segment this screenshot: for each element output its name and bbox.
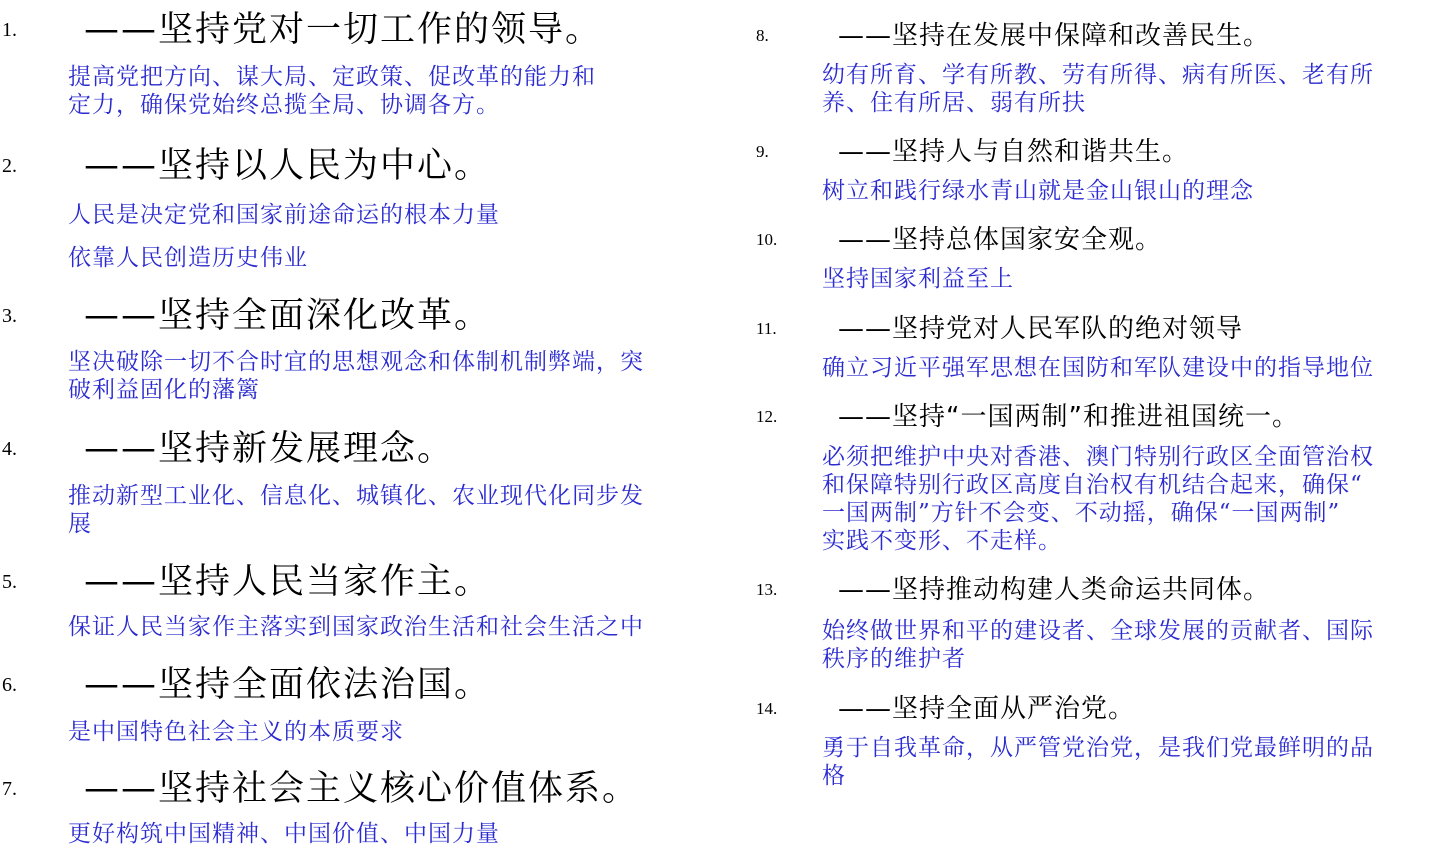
principle-explanation xyxy=(822,617,1430,673)
principle-heading: ——坚持新发展理念。 xyxy=(84,429,455,469)
item-number: 6. xyxy=(2,674,17,696)
principle-explanation xyxy=(68,348,708,404)
explanation-line: 人民是决定党和国家前途命运的根本力量 xyxy=(68,202,500,228)
explanation-line: 树立和践行绿水青山就是金山银山的理念 xyxy=(822,178,1254,204)
item-number: 9. xyxy=(756,142,769,161)
item-number: 12. xyxy=(756,407,778,426)
principle-heading: ——坚持党对人民军队的绝对领导 xyxy=(838,314,1244,344)
explanation-line: 坚决破除一切不合时宜的思想观念和体制机制弊端，突 xyxy=(68,349,644,375)
principle-heading: ——坚持总体国家安全观。 xyxy=(838,225,1163,255)
principle-explanation xyxy=(822,354,1430,382)
item-number: 7. xyxy=(2,778,17,800)
principle-heading: ——坚持以人民为中心。 xyxy=(84,146,492,186)
principle-heading: ——坚持“一国两制”和推进祖国统一。 xyxy=(838,402,1299,432)
explanation-line: 一国两制”方针不会变、不动摇，确保“一国两制” xyxy=(822,500,1341,526)
item-number: 4. xyxy=(2,438,17,460)
explanation-line: 养、住有所居、弱有所扶 xyxy=(822,90,1086,116)
principle-heading: ——坚持全面深化改革。 xyxy=(84,296,492,336)
principle-explanation xyxy=(68,63,708,119)
principle-explanation xyxy=(822,61,1430,117)
principle-explanation xyxy=(822,265,1430,293)
principle-heading: ——坚持推动构建人类命运共同体。 xyxy=(838,575,1271,605)
item-number: 5. xyxy=(2,571,17,593)
principle-explanation xyxy=(822,734,1430,790)
explanation-line: 和保障特别行政区高度自治权有机结合起来，确保“ xyxy=(822,472,1363,498)
item-number: 3. xyxy=(2,305,17,327)
principle-heading: ——坚持党对一切工作的领导。 xyxy=(84,10,603,50)
explanation-line: 保证人民当家作主落实到国家政治生活和社会生活之中 xyxy=(68,614,644,640)
principle-heading: ——坚持人与自然和谐共生。 xyxy=(838,137,1190,167)
explanation-line: 始终做世界和平的建设者、全球发展的贡献者、国际 xyxy=(822,618,1374,644)
explanation-line: 定力，确保党始终总揽全局、协调各方。 xyxy=(68,92,500,118)
principle-heading: ——坚持人民当家作主。 xyxy=(84,562,492,602)
principle-heading: ——坚持全面从严治党。 xyxy=(838,694,1136,724)
explanation-line: 实践不变形、不走样。 xyxy=(822,528,1062,554)
explanation-line: 秩序的维护者 xyxy=(822,646,966,672)
item-number: 10. xyxy=(756,230,778,249)
item-number: 14. xyxy=(756,699,778,718)
principle-heading: ——坚持在发展中保障和改善民生。 xyxy=(838,21,1271,51)
item-number: 8. xyxy=(756,26,769,45)
explanation-line: 更好构筑中国精神、中国价值、中国力量 xyxy=(68,821,500,847)
item-number: 13. xyxy=(756,580,778,599)
item-number: 11. xyxy=(756,319,777,338)
principle-explanation xyxy=(68,718,708,746)
principle-explanation xyxy=(822,177,1430,205)
explanation-line: 幼有所育、学有所教、劳有所得、病有所医、老有所 xyxy=(822,62,1374,88)
principle-explanation xyxy=(68,201,708,229)
explanation-line: 提高党把方向、谋大局、定政策、促改革的能力和 xyxy=(68,64,596,90)
explanation-line: 依靠人民创造历史伟业 xyxy=(68,245,308,271)
explanation-line: 展 xyxy=(68,511,92,537)
principle-explanation xyxy=(68,613,708,641)
explanation-line: 勇于自我革命，从严管党治党，是我们党最鲜明的品 xyxy=(822,735,1374,761)
principle-heading: ——坚持社会主义核心价值体系。 xyxy=(84,769,640,809)
explanation-line: 格 xyxy=(822,763,846,789)
item-number: 2. xyxy=(2,155,17,177)
principle-heading: ——坚持全面依法治国。 xyxy=(84,665,492,705)
principle-explanation xyxy=(822,443,1430,555)
explanation-line: 是中国特色社会主义的本质要求 xyxy=(68,719,404,745)
explanation-line: 坚持国家利益至上 xyxy=(822,266,1014,292)
explanation-line: 确立习近平强军思想在国防和军队建设中的指导地位 xyxy=(822,355,1374,381)
principle-explanation xyxy=(68,482,708,538)
explanation-line: 必须把维护中央对香港、澳门特别行政区全面管治权 xyxy=(822,444,1374,470)
principle-explanation xyxy=(68,820,708,848)
principle-explanation xyxy=(68,244,708,272)
item-number: 1. xyxy=(2,19,17,41)
explanation-line: 破利益固化的藩篱 xyxy=(68,377,260,403)
explanation-line: 推动新型工业化、信息化、城镇化、农业现代化同步发 xyxy=(68,483,644,509)
